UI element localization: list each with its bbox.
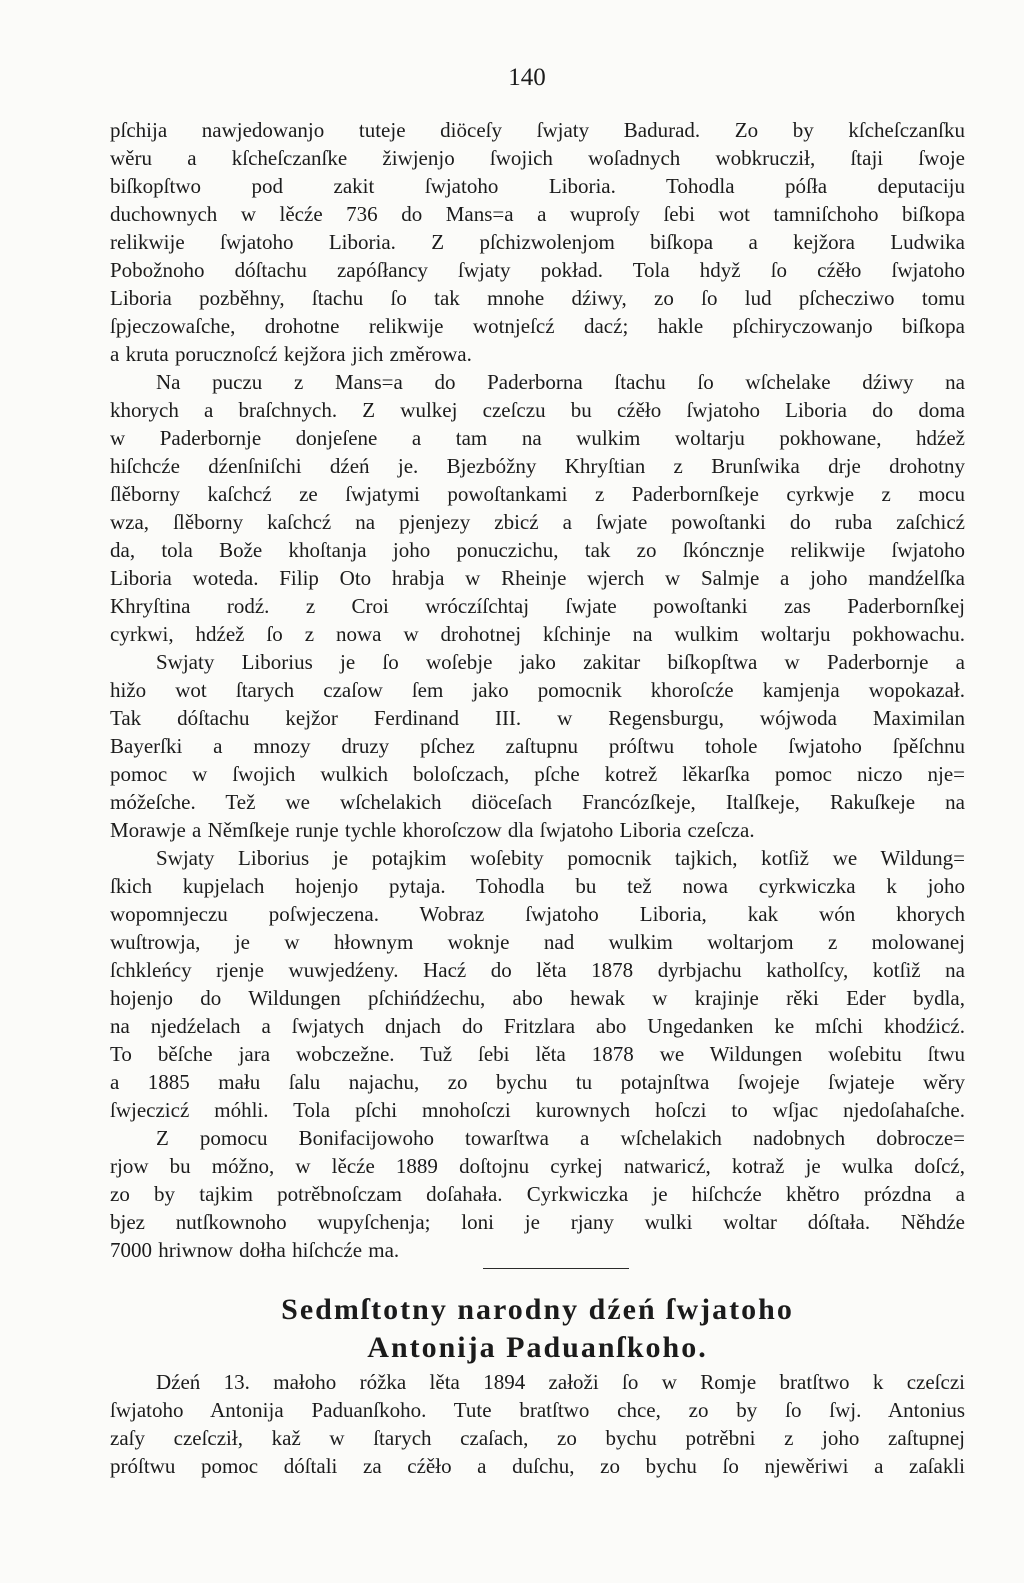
text-line: Z pomocu Bonifacijowoho towarſtwa a wſchelakich nadobnych dobrocze= <box>156 1126 965 1150</box>
text-line: pomoc w ſwojich wulkich boloſczach, pſche kotrež lěkarſka pomoc niczo nje= <box>110 762 965 786</box>
text-line: w Paderbornje donjeſene a tam na wulkim woltarju pokhowane, hdźež <box>110 426 965 450</box>
heading-line-1: Sedmſtotny narodny dźeń ſwjatoho <box>281 1293 794 1326</box>
text-line: móžeſche. Tež we wſchelakich diöceſach Francózſkeje, Italſkeje, Rakuſkeje na <box>110 790 965 814</box>
text-line: biſkopſtwo pod zakit ſwjatoho Liboria. Tohodla póſła deputaciju <box>110 174 965 198</box>
text-line: duchownych w lěcźe 736 do Mans=a a wuproſy ſebi wot tamniſchoho biſkopa <box>110 202 965 226</box>
paragraph <box>110 844 965 1124</box>
text-line: ſwjatoho Antonija Paduanſkoho. Tute bratſtwo chce, zo by ſo ſwj. Antonius <box>110 1398 965 1422</box>
text-line: khorych a braſchnych. Z wulkej czeſczu bu cźěło ſwjatoho Liboria do doma <box>110 398 965 422</box>
text-line: a 1885 mału ſalu najachu, zo bychu tu potajnſtwa ſwojeje ſwjateje wěry <box>110 1070 965 1094</box>
text-line: ſpjeczowaſche, drohotne relikwije wotnjeſcź dacź; hakle pſchiryczowanjo biſkopa <box>110 314 965 338</box>
paragraph <box>110 116 965 368</box>
new-section-text-block <box>110 1368 965 1480</box>
text-line: na njedźelach a ſwjatych dnjach do Fritzlara abo Ungedanken ke mſchi khodźicź. <box>110 1014 965 1038</box>
paragraph <box>110 648 965 844</box>
page-number: 140 <box>508 64 546 91</box>
text-line: próſtwu pomoc dóſtali za cźěło a duſchu, zo bychu ſo njewěriwi a zaſakli <box>110 1454 965 1478</box>
text-line: ſchkleńcy rjenje wuwjedźeny. Hacź do lěta 1878 dyrbjachu katholſcy, kotſiž na <box>110 958 965 982</box>
text-line: zo by tajkim potrěbnoſczam doſahała. Cyrkwiczka je hiſchcźe khětro prózdna a <box>110 1182 965 1206</box>
text-line: Liboria pozběhny, ſtachu ſo tak mnohe dźiwy, zo ſo lud pſchecziwo tomu <box>110 286 965 310</box>
text-line: zaſy czeſcził, kaž w ſtarych czaſach, zo bychu potrěbni z joho zaſtupnej <box>110 1426 965 1450</box>
text-line: Liboria woteda. Filip Oto hrabja w Rheinje wjerch w Salmje a joho mandźelſka <box>110 566 965 590</box>
text-line: Dźeń 13. małoho róžka lěta 1894 załoži ſo w Romje bratſtwo k czeſczi <box>156 1370 965 1394</box>
text-line: ſkich kupjelach hojenjo pytaja. Tohodla bu tež nowa cyrkwiczka k joho <box>110 874 965 898</box>
text-line: wuſtrowja, je w hłownym woknje nad wulkim woltarjom z molowanej <box>110 930 965 954</box>
text-line: To běſche jara wobczežne. Tuž ſebi lěta 1878 we Wildungen woſebitu ſtwu <box>110 1042 965 1066</box>
text-line: pſchija nawjedowanjo tuteje diöceſy ſwjaty Badurad. Zo by kſcheſczanſku <box>110 118 965 142</box>
text-line: wěru a kſcheſczanſke žiwjenjo ſwojich woſadnych wobkrucził, ſtaji ſwoje <box>110 146 965 170</box>
text-line: ſlěborny kaſchcź ze ſwjatymi powoſtankami z Paderbornſkeje cyrkwje z mocu <box>110 482 965 506</box>
text-line: Bayerſki a mnozy druzy pſchez zaſtupnu próſtwu tohole ſwjatoho ſpěſchnu <box>110 734 965 758</box>
section-heading <box>110 1291 965 1367</box>
text-line: relikwije ſwjatoho Liboria. Z pſchizwolenjom biſkopa a kejžora Ludwika <box>110 230 965 254</box>
text-line: Tak dóſtachu kejžor Ferdinand III. w Regensburgu, wójwoda Maximilan <box>110 706 965 730</box>
text-line: Morawje a Němſkeje runje tychle khoroſczow dla ſwjatoho Liboria czeſcza. <box>110 818 755 842</box>
text-line: Khryſtina rodź. z Croi wróczíſchtaj ſwjate powoſtanki zas Paderbornſkej <box>110 594 965 618</box>
paragraph <box>110 1368 965 1480</box>
paragraph <box>110 1124 965 1264</box>
text-line: hiſchcźe dźenſniſchi dźeń je. Bjezbóžny Khryſtian z Brunſwika drje drohotny <box>110 454 965 478</box>
text-line: hižo wot ſtarych czaſow ſem jako pomocnik khoroſcźe kamjenja wopokazał. <box>110 678 965 702</box>
text-line: cyrkwi, hdźež ſo z nowa w drohotnej kſchinje na wulkim woltarju pokhowachu. <box>110 622 965 646</box>
text-line: wza, ſlěborny kaſchcź na pjenjezy zbicź a ſwjate powoſtanki do ruba zaſchicź <box>110 510 965 534</box>
text-line: a kruta porucznoſcź kejžora jich změrowa. <box>110 342 472 366</box>
text-line: da, tola Bože khoſtanja joho ponuczichu, tak zo ſkóncznje relikwije ſwjatoho <box>110 538 965 562</box>
text-line: wopomnjeczu poſwjeczena. Wobraz ſwjatoho Liboria, kak wón khorych <box>110 902 965 926</box>
section-divider <box>483 1268 629 1269</box>
text-line: hojenjo do Wildungen pſchińdźechu, abo hewak w krajinje rěki Eder bydla, <box>110 986 965 1010</box>
text-line: Swjaty Liborius je ſo woſebje jako zakitar biſkopſtwa w Paderbornje a <box>156 650 965 674</box>
text-line: Swjaty Liborius je potajkim woſebity pomocnik tajkich, kotſiž we Wildung= <box>156 846 965 870</box>
main-text-block <box>110 116 965 1264</box>
text-line: ſwjeczicź móhli. Tola pſchi mnohoſczi kurownych hoſczi to wſjac njedoſahaſche. <box>110 1098 965 1122</box>
text-line: bjez nutſkownoho wupyſchenja; loni je rjany wulki woltar dóſtała. Něhdźe <box>110 1210 965 1234</box>
heading-line-2: Antonija Paduanſkoho. <box>367 1331 708 1364</box>
paragraph <box>110 368 965 648</box>
text-line: rjow bu móžno, w lěcźe 1889 doſtojnu cyrkej natwaricź, kotraž je wulka doſcź, <box>110 1154 965 1178</box>
text-line: Pobožnoho dóſtachu zapóſłancy ſwjaty pokład. Tola hdyž ſo cźěło ſwjatoho <box>110 258 965 282</box>
text-line: Na puczu z Mans=a do Paderborna ſtachu ſo wſchelake dźiwy na <box>156 370 965 394</box>
text-line: 7000 hriwnow dołha hiſchcźe ma. <box>110 1238 400 1262</box>
